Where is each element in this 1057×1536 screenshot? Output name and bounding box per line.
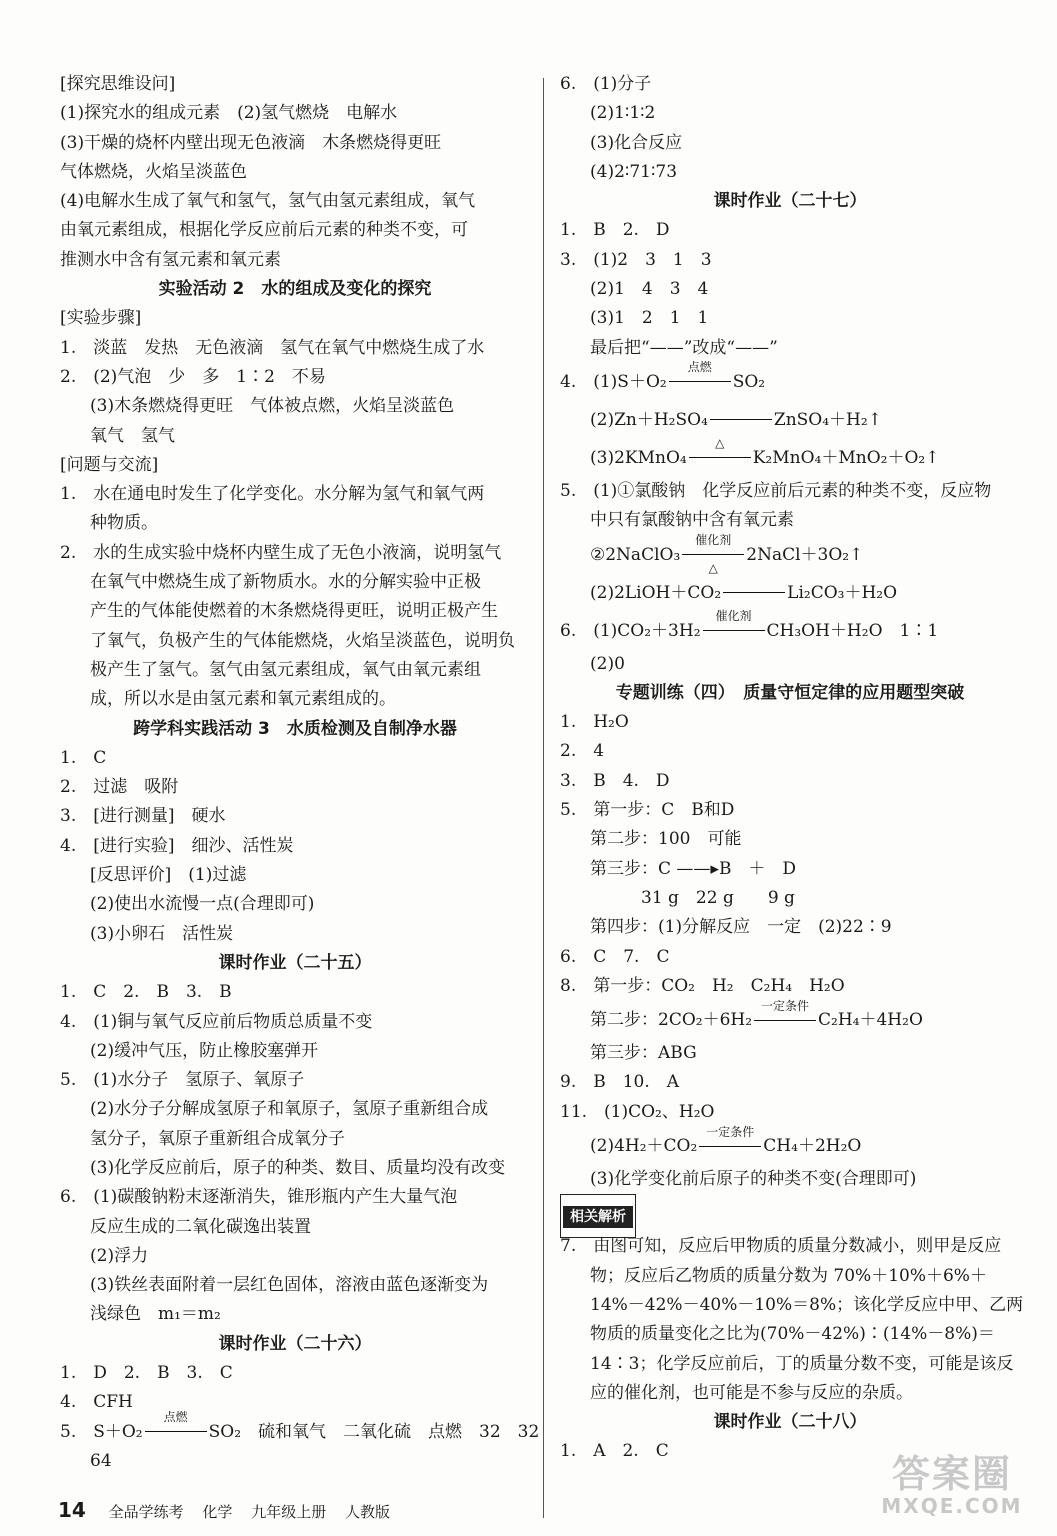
line-text: (2)2LiOH＋CO₂ (590, 582, 722, 603)
watermark-logo (867, 1454, 1037, 1524)
answer-line (60, 1008, 530, 1037)
line-text: 1. A 2. C (560, 1441, 669, 1462)
reaction-condition: 催化剂 (715, 609, 752, 624)
line-text: 反应生成的二氧化碳逸出装置 (90, 1216, 311, 1237)
answer-line (560, 943, 1020, 972)
answer-line (560, 825, 1020, 854)
grade: 九年级上册 (251, 1503, 327, 1521)
answer-line (60, 99, 530, 128)
answer-line (60, 1037, 530, 1066)
line-text: 6. (1)碳酸钠粉末逐渐消失，锥形瓶内产生大量气泡 (60, 1187, 458, 1208)
answer-line (60, 802, 530, 831)
answer-line (60, 832, 530, 861)
line-text: (3)干燥的烧杯内壁出现无色液滴 木条燃烧得更旺 (60, 132, 442, 153)
line-text: (2)1 4 3 4 (590, 279, 709, 300)
reaction-condition: 催化剂 (695, 533, 732, 548)
line-text: 由氧元素组成，根据化学反应前后元素的种类不变，可 (60, 220, 468, 241)
answer-line (560, 275, 1020, 304)
answer-line (60, 334, 530, 363)
line-text: (4)2∶71∶73 (590, 161, 678, 182)
line-text: 课时作业（二十五） (218, 952, 372, 973)
line-text: (4)电解水生成了氧气和氢气，氢气由氢元素组成，氧气 (60, 191, 476, 212)
answer-line (560, 1379, 1020, 1408)
answer-line (60, 656, 530, 685)
line-text: 中只有氯酸钠中含有氧元素 (590, 510, 794, 531)
reaction-condition: 点燃 (687, 360, 712, 375)
reaction-arrow (703, 609, 765, 638)
answer-line (60, 1154, 530, 1183)
edition: 人教版 (345, 1503, 391, 1521)
line-text: 5. (1)水分子 氢原子、氧原子 (60, 1070, 305, 1091)
reaction-products: ZnSO₄＋H₂↑ (773, 409, 882, 430)
reaction-arrow (699, 1124, 761, 1154)
equals-bar (669, 381, 731, 382)
right-column (560, 70, 1024, 1467)
line-text: 1. 水在通电时发生了化学变化。水分解为氢气和氧气两 (60, 484, 485, 505)
line-text: 2. 过滤 吸附 (60, 777, 179, 798)
reaction-arrow (682, 533, 744, 576)
line-text: (2)浮力 (90, 1245, 149, 1266)
answer-line (560, 737, 1020, 766)
answer-line (560, 884, 1020, 913)
line-text: 成，所以水是由氢元素和氧元素组成的。 (90, 689, 396, 710)
line-text: 了氧气，负极产生的气体能燃烧，火焰呈淡蓝色，说明负 (90, 630, 515, 651)
answer-line (560, 129, 1020, 158)
answer-line (560, 1291, 1024, 1320)
answer-line (560, 158, 1020, 187)
line-text: (2)4H₂＋CO₂ (590, 1136, 698, 1157)
answer-line (560, 796, 1020, 825)
line-text: [实验步骤] (60, 308, 142, 329)
line-text: 最后把“——”改成“——” (590, 337, 778, 358)
line-text: 5. S＋O₂ (60, 1421, 143, 1442)
line-text: 跨学科实践活动 3 水质检测及自制净水器 (133, 718, 457, 739)
line-text: (2)缓冲气压，防止橡胶塞弹开 (90, 1040, 319, 1061)
answer-line (560, 334, 1020, 363)
line-text: 课时作业（二十八） (713, 1412, 867, 1433)
line-text: 课时作业（二十六） (218, 1333, 372, 1354)
answer-line (60, 861, 530, 890)
page-footer (58, 1495, 404, 1525)
answer-line (60, 158, 530, 187)
answer-line (60, 1447, 530, 1476)
equals-bar (710, 419, 772, 420)
answer-line (560, 972, 1020, 1001)
answer-line (560, 574, 1020, 612)
reaction-arrow (710, 413, 772, 427)
line-text: 应的催化剂，也可能是不参与反应的杂质。 (590, 1382, 913, 1403)
watermark-line1: 答案圈 (891, 1452, 1012, 1496)
column-divider (543, 78, 544, 1518)
line-text: 5. 第一步：C B和D (560, 800, 735, 821)
line-text: 2. 4 (560, 741, 605, 762)
answer-line (60, 246, 530, 275)
answer-line (60, 129, 530, 158)
line-text: 64 (90, 1450, 112, 1471)
answer-line (560, 216, 1020, 245)
line-text: 4. CFH (60, 1392, 133, 1413)
reaction-products: K₂MnO₄＋MnO₂＋O₂↑ (752, 447, 940, 468)
answer-line (560, 913, 1020, 942)
answer-line (60, 1095, 530, 1124)
line-text: (2)水分子分解成氢原子和氧原子，氢原子重新组合成 (90, 1099, 489, 1120)
answer-line (560, 360, 1020, 401)
section-heading (560, 679, 1020, 708)
line-text: (3)2KMnO₄ (590, 447, 687, 468)
answer-line (560, 246, 1020, 275)
line-text: 3. B 4. D (560, 770, 670, 791)
answer-line (60, 1359, 530, 1388)
line-text: (2)0 (590, 653, 625, 674)
line-text: 14%－42%－40%－10%＝8%；该化学反应中甲、乙两 (590, 1294, 1024, 1315)
line-text: 1. C (60, 747, 107, 768)
answer-line (60, 597, 530, 626)
line-text: 氢分子，氧原子重新组合成氧分子 (90, 1128, 345, 1149)
answer-line (560, 70, 1020, 99)
answer-line (560, 767, 1020, 796)
answer-line (60, 1410, 540, 1447)
line-text: (3)小卵石 活性炭 (90, 923, 234, 944)
line-text: 4. (1)S＋O₂ (560, 371, 667, 392)
equals-bar (723, 592, 785, 593)
line-text: (1)探究水的组成元素 (2)氢气燃烧 电解水 (60, 103, 398, 124)
line-text: [问题与交流] (60, 454, 159, 475)
line-text: 第二步：2CO₂＋6H₂ (590, 1010, 753, 1031)
line-text: (3)铁丝表面附着一层红色固体，溶液由蓝色逐渐变为 (90, 1275, 489, 1296)
analysis-tag-label: 相关解析 (563, 1206, 633, 1228)
answer-line (60, 978, 530, 1007)
answer-line (60, 509, 530, 538)
line-text: 专题训练（四） 质量守恒定律的应用题型突破 (615, 682, 965, 703)
line-text: 9. B 10. A (560, 1072, 680, 1093)
answer-line (60, 422, 530, 451)
answer-line (560, 1262, 1020, 1291)
line-text: 1. C 2. B 3. B (60, 982, 232, 1003)
answer-line (60, 451, 530, 480)
answer-line (560, 304, 1020, 333)
line-text: 4. [进行实验] 细沙、活性炭 (60, 835, 294, 856)
book-title: 全品学练考 (108, 1503, 184, 1521)
answer-line (60, 70, 530, 99)
section-heading (560, 1408, 1020, 1437)
line-text: (3)化学变化前后原子的种类不变(合理即可) (590, 1169, 917, 1190)
answer-line (560, 477, 1020, 506)
equals-bar (682, 554, 744, 555)
line-text: 第三步：ABG (590, 1043, 697, 1064)
section-heading (60, 949, 530, 978)
line-text: 2. 水的生成实验中烧杯内壁生成了无色小液滴，说明氢气 (60, 542, 502, 563)
reaction-arrow (669, 360, 731, 389)
answer-line (560, 506, 1020, 535)
answer-line (560, 1098, 1020, 1127)
answer-line (60, 363, 530, 392)
equals-bar (754, 1020, 816, 1021)
reaction-arrow (754, 998, 816, 1028)
answer-line (60, 1300, 530, 1329)
reaction-products: Li₂CO₃＋H₂O (787, 582, 898, 603)
line-text: (2)使出水流慢一点(合理即可) (90, 894, 315, 915)
line-text: [反思评价] (1)过滤 (90, 865, 247, 886)
reaction-products: CH₃OH＋H₂O 1∶1 (766, 620, 939, 641)
page-number: 14 (58, 1498, 86, 1522)
reaction-condition: 一定条件 (706, 1124, 755, 1139)
answer-line (560, 533, 1020, 576)
answer-line (60, 187, 530, 216)
answer-line (60, 1388, 530, 1417)
answer-line (560, 1320, 1020, 1349)
section-heading (60, 1330, 530, 1359)
reaction-condition-lower: △ (708, 561, 718, 576)
answer-line (560, 855, 1020, 884)
line-text: 1. H₂O (560, 712, 629, 733)
line-text: 在氧气中燃烧生成了新物质水。水的分解实验中正极 (90, 572, 481, 593)
line-text: (3)化合反应 (590, 132, 683, 153)
line-text: 5. (1)①氯酸钠 化学反应前后元素的种类不变，反应物 (560, 480, 992, 501)
line-text: 实验活动 2 水的组成及变化的探究 (158, 279, 432, 300)
line-text: (3)化学反应前后，原子的种类、数目、质量均没有改变 (90, 1157, 506, 1178)
line-text: 6. (1)分子 (560, 74, 652, 94)
reaction-products: SO₂ 硫和氧气 二氧化硫 点燃 32 32 (208, 1421, 540, 1442)
reaction-condition: 一定条件 (761, 998, 810, 1013)
reaction-products: C₂H₄＋4H₂O (818, 1010, 923, 1031)
answer-line (560, 99, 1020, 128)
line-text: 推测水中含有氢元素和氧元素 (60, 249, 281, 270)
line-text: 3. (1)2 3 1 3 (560, 249, 712, 270)
line-text: 极产生了氢气。氢气由氢元素组成，氧气由氧元素组 (90, 659, 481, 680)
line-text: 6. C 7. C (560, 946, 670, 967)
reaction-condition: △ (715, 436, 725, 451)
answer-line (60, 890, 530, 919)
line-text: 物质的质量变化之比为(70%－42%)∶(14%－8%)＝ (590, 1324, 995, 1345)
reaction-arrow (689, 436, 751, 465)
line-text: 第二步：100 可能 (590, 829, 742, 850)
answer-line (60, 392, 530, 421)
line-text: 4. (1)铜与氧气反应前后物质总质量不变 (60, 1011, 373, 1032)
line-text: 1. 淡蓝 发热 无色液滴 氢气在氧气中燃烧生成了水 (60, 337, 485, 358)
answer-line (560, 998, 1020, 1039)
line-text: 产生的气体能使燃着的木条燃烧得更旺，说明正极产生 (90, 601, 498, 622)
line-text: 7. 由图可知，反应后甲物质的质量分数减小，则甲是反应 (560, 1236, 1002, 1257)
equals-bar (703, 630, 765, 631)
answer-line (60, 1213, 530, 1242)
answer-line (560, 609, 1020, 650)
section-heading (60, 275, 530, 304)
answer-line (560, 1165, 1020, 1194)
answer-line (560, 436, 1020, 477)
line-text: 气体燃烧，火焰呈淡蓝色 (60, 161, 247, 182)
line-text: 种物质。 (90, 513, 158, 534)
line-text: ②2NaClO₃ (590, 544, 681, 565)
answer-line (60, 216, 530, 245)
answer-line (60, 744, 530, 773)
reaction-arrow (145, 1410, 207, 1439)
reaction-products: CH₄＋2H₂O (763, 1136, 862, 1157)
answer-line (60, 480, 530, 509)
section-heading (560, 187, 1020, 216)
answer-line (60, 1242, 530, 1271)
answer-line (560, 1350, 1020, 1379)
answer-line (560, 401, 1020, 439)
line-text: (3)木条燃烧得更旺 气体被点燃，火焰呈淡蓝色 (90, 396, 455, 417)
answer-line (560, 650, 1020, 679)
answer-line (60, 1183, 530, 1212)
answer-line (60, 1271, 530, 1300)
line-text: 氧气 氢气 (90, 425, 175, 446)
answer-line (60, 627, 530, 656)
line-text: 8. 第一步：CO₂ H₂ C₂H₄ H₂O (560, 975, 845, 996)
line-text: 2. (2)气泡 少 多 1∶2 不易 (60, 366, 326, 387)
answer-line (560, 1232, 1020, 1261)
reaction-condition: 点燃 (163, 1410, 188, 1425)
answer-line (60, 773, 530, 802)
line-text: 1. D 2. B 3. C (60, 1363, 233, 1384)
answer-line (560, 1068, 1020, 1097)
analysis-tag (560, 1194, 1020, 1232)
line-text: 6. (1)CO₂＋3H₂ (560, 620, 701, 641)
line-text: 14∶3；化学反应前后，丁的质量分数不变，可能是该反 (590, 1353, 1014, 1374)
answer-line (60, 568, 530, 597)
reaction-arrow (723, 586, 785, 600)
reaction-products: 2NaCl＋3O₂↑ (746, 544, 864, 565)
answer-line (60, 539, 530, 568)
line-text: 11. (1)CO₂、H₂O (560, 1101, 715, 1122)
answer-line (560, 1124, 1020, 1165)
line-text: 3. [进行测量] 硬水 (60, 806, 226, 827)
equals-bar (145, 1431, 207, 1432)
line-text: 浅绿色 m₁＝m₂ (90, 1304, 221, 1325)
section-heading (60, 715, 530, 744)
line-text: (2)1∶1∶2 (590, 103, 656, 124)
answer-line (60, 1125, 530, 1154)
line-text: (2)Zn＋H₂SO₄ (590, 409, 708, 430)
line-text: 1. B 2. D (560, 220, 670, 241)
answer-line (60, 304, 530, 333)
answer-line (60, 685, 530, 714)
answer-line (60, 920, 530, 949)
equals-bar (699, 1146, 761, 1147)
answer-line (560, 1039, 1020, 1068)
line-text: 课时作业（二十七） (713, 191, 867, 212)
line-text: 物；反应后乙物质的质量分数为 70%＋10%＋6%＋ (590, 1265, 987, 1286)
line-text: 第四步：(1)分解反应 一定 (2)22∶9 (590, 917, 892, 938)
answer-line (560, 708, 1020, 737)
line-text: 第三步：C ——▸B ＋ D (590, 858, 797, 879)
line-text: [探究思维设问] (60, 74, 176, 94)
reaction-products: SO₂ (732, 371, 766, 392)
subject: 化学 (202, 1503, 233, 1521)
line-text: (3)1 2 1 1 (590, 308, 709, 329)
line-text: 31 g 22 g 9 g (590, 887, 795, 908)
equals-bar (689, 457, 751, 458)
answer-line (60, 1066, 530, 1095)
watermark-line2: MXQE.COM (881, 1494, 1023, 1518)
left-column (60, 70, 540, 1476)
